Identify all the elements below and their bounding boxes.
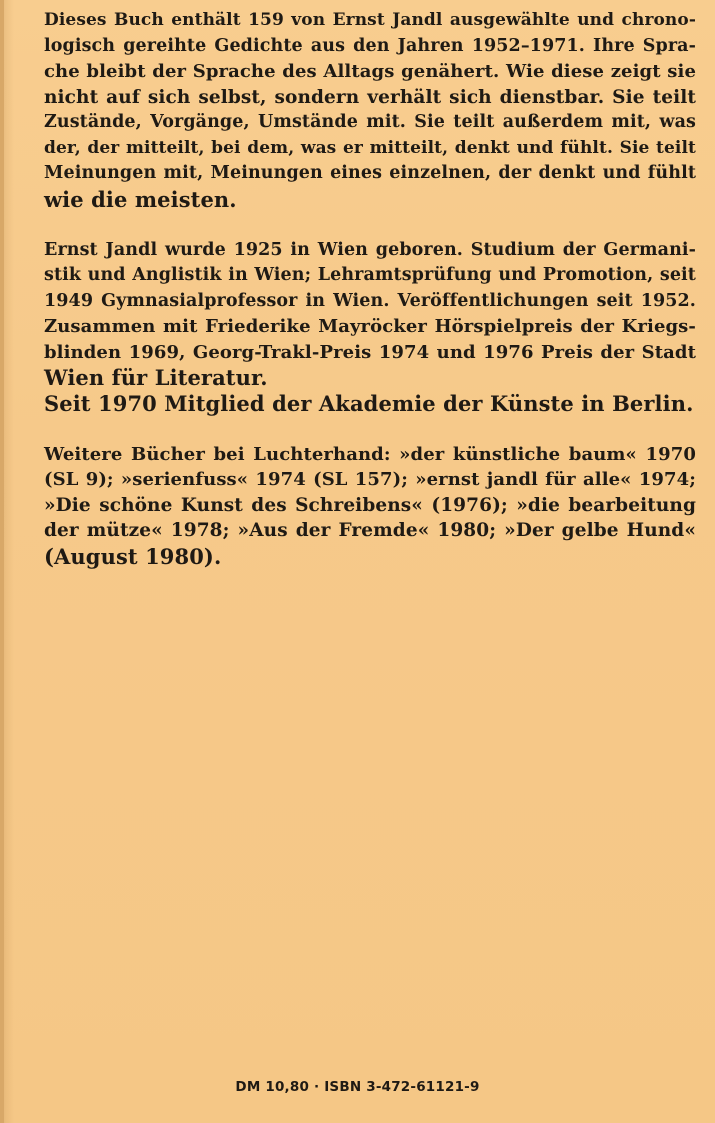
price-isbn: DM 10,80 · ISBN 3-472-61121-9	[235, 1079, 480, 1095]
bibliography-paragraph	[44, 442, 696, 570]
bibliography-line: »Die schöne Kunst des Schreibens« (1976); »die bearbeitung	[44, 494, 696, 516]
bibliography-line: Weitere Bücher bei Luchterhand: »der künstliche baum« 1970	[44, 443, 696, 465]
description-paragraph	[44, 8, 696, 212]
biography-line: blinden 1969, Georg-Trakl-Preis 1974 und 1976 Preis der Stadt	[44, 341, 696, 363]
biography-line: Ernst Jandl wurde 1925 in Wien geboren. Studium der Germani-	[44, 239, 696, 260]
biography-paragraph	[44, 238, 696, 417]
description-line: wie die meisten.	[44, 186, 237, 212]
biography-line: Zusammen mit Friederike Mayröcker Hörspielpreis der Kriegs-	[44, 316, 696, 337]
spine-edge	[0, 0, 4, 1123]
bibliography-line: (August 1980).	[44, 543, 222, 569]
description-line: der, der mitteilt, bei dem, was er mitteilt, denkt und fühlt. Sie teilt	[44, 137, 696, 158]
description-line: Zustände, Vorgänge, Umstände mit. Sie teilt außerdem mit, was	[44, 112, 696, 132]
bibliography-line: der mütze« 1978; »Aus der Fremde« 1980; »Der gelbe Hund«	[44, 520, 696, 541]
biography-line: Seit 1970 Mitglied der Akademie der Künste in Berlin.	[44, 390, 694, 416]
bibliography-line: (SL 9); »serienfuss« 1974 (SL 157); »ernst jandl für alle« 1974;	[44, 469, 696, 490]
paragraph-gap	[44, 416, 696, 442]
description-line: che bleibt der Sprache des Alltags genähert. Wie diese zeigt sie	[44, 61, 696, 82]
paragraph-gap	[44, 212, 696, 238]
biography-line: 1949 Gymnasialprofessor in Wien. Veröffentlichungen seit 1952.	[44, 290, 696, 311]
blurb-text	[44, 8, 696, 569]
biography-line: Wien für Literatur.	[44, 365, 268, 390]
biography-line: stik und Anglistik in Wien; Lehramtsprüfung und Promotion, seit	[44, 265, 696, 285]
description-line: Meinungen mit, Meinungen eines einzelnen, der denkt und fühlt	[44, 163, 696, 183]
description-line: logisch gereihte Gedichte aus den Jahren 1952–1971. Ihre Spra-	[44, 35, 696, 56]
description-line: Dieses Buch enthält 159 von Ernst Jandl ausgewählte und chrono-	[44, 10, 696, 30]
description-line: nicht auf sich selbst, sondern verhält sich dienstbar. Sie teilt	[44, 86, 696, 108]
